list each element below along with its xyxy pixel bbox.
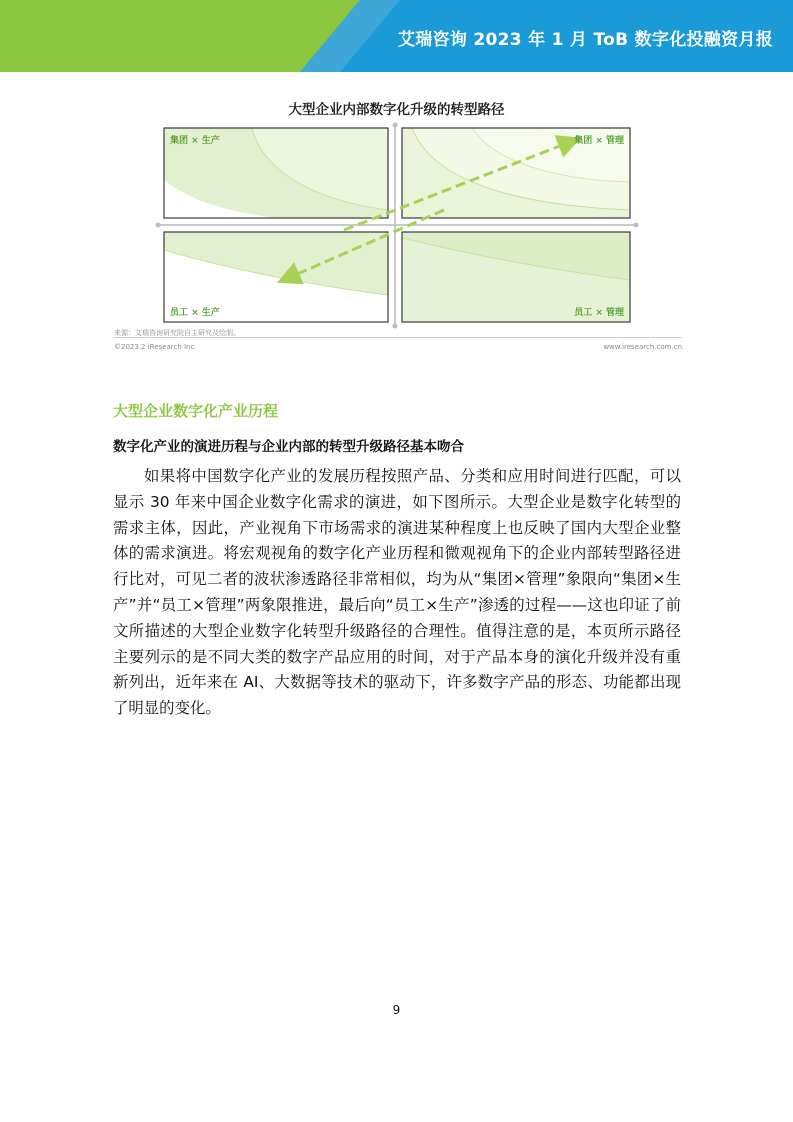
website-link[interactable]: www.iresearch.com.cn <box>603 343 682 351</box>
figure-title: 大型企业内部数字化升级的转型路径 <box>288 102 505 118</box>
section-title: 大型企业数字化产业历程 <box>113 402 279 420</box>
quadrant-label-bottom-left: 员工 × 生产 <box>170 308 220 318</box>
figure-source: 来源：艾瑞咨询研究院自主研究及绘制。 <box>114 329 240 337</box>
quadrant-label-top-left: 集团 × 生产 <box>170 136 220 146</box>
report-title: 艾瑞咨询 2023 年 1 月 ToB 数字化投融资月报 <box>397 30 773 50</box>
section-subheading: 数字化产业的演进历程与企业内部的转型升级路径基本吻合 <box>113 439 464 455</box>
body-paragraph: 如果将中国数字化产业的发展历程按照产品、分类和应用时间进行匹配，可以显示 30 年来中国企业数字化需求的演进，如下图所示。大型企业是数字化转型的需求主体，因此，产业视角下市场需求的演进某种程度上也反映了国内大型企业整体的需求演进。将宏观视角的数字化产业历程和微观视角下的企业内部转型路径进行比对，可见二者的波状渗透路径非常相似，均为从“集团×管理”象限向“集团×生产”并“员工×管理”两象限推进，最后向“员工×生产”渗透的过程——这也印证了前文所描述的大型企业数字化转型升级路径的合理性。值得注意的是，本页所示路径主要列示的是不同大类的数字产品应用的时间，对于产品本身的演化升级并没有重新列出，近年来在 AI、大数据等技术的驱动下，许多数字产品的形态、功能都出现了明显的变化。 <box>113 467 681 718</box>
copyright-text: ©2023.2 iResearch Inc. <box>114 343 197 351</box>
page-number: 9 <box>392 1003 401 1017</box>
quadrant-label-bottom-right: 员工 × 管理 <box>574 308 624 318</box>
figure-footer <box>114 337 682 353</box>
quadrant-label-top-right: 集团 × 管理 <box>574 136 624 146</box>
header-banner <box>0 0 793 72</box>
transformation-path-diagram <box>112 120 682 330</box>
